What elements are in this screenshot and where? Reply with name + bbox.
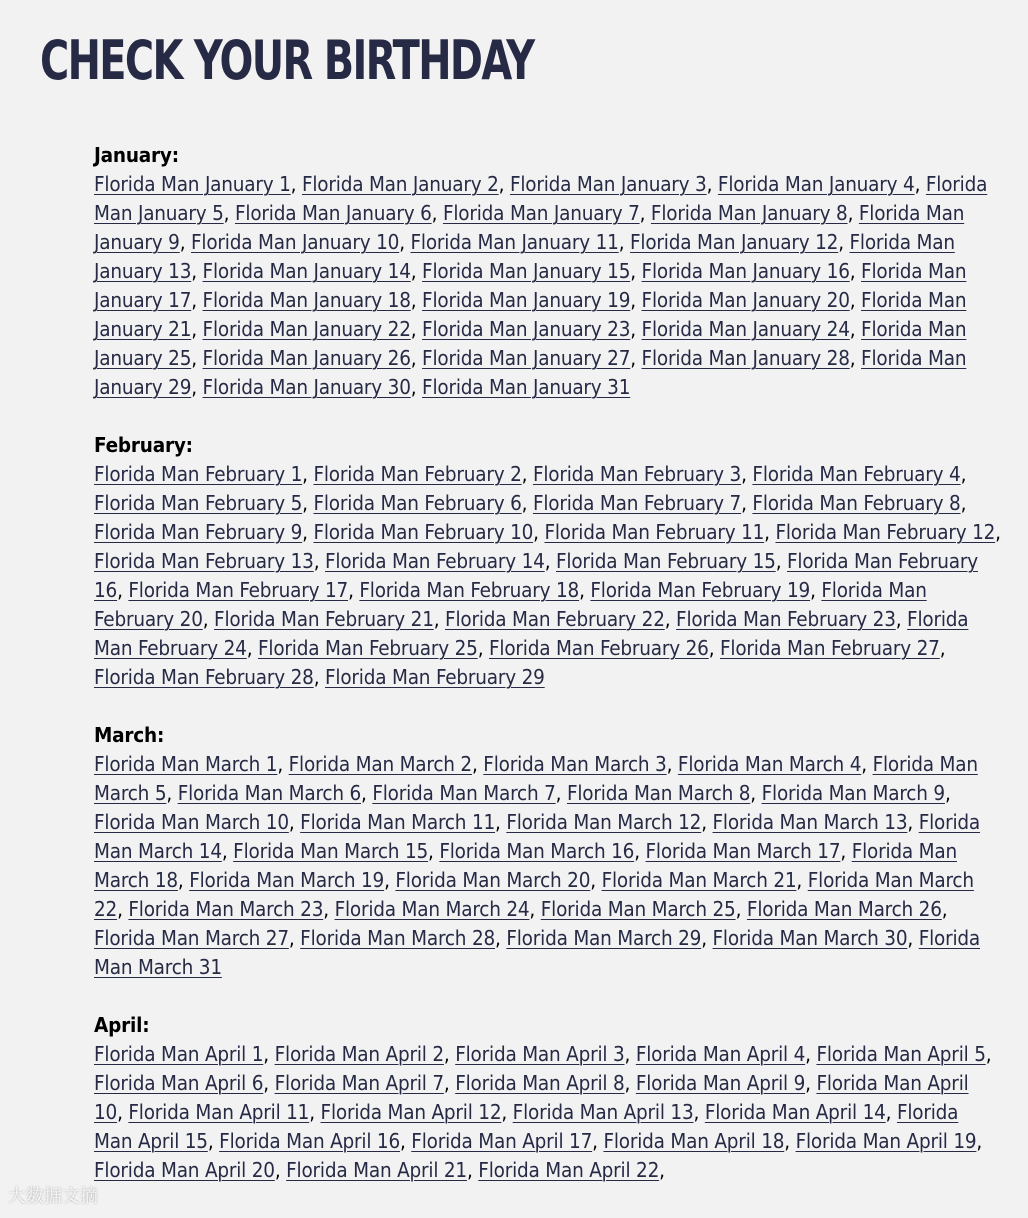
link-separator: , bbox=[750, 781, 762, 805]
birthday-link[interactable]: Florida Man March 8 bbox=[566, 781, 751, 805]
month-section bbox=[94, 431, 1002, 692]
birthday-link[interactable]: Florida Man April 2 bbox=[274, 1042, 444, 1066]
link-separator: , bbox=[706, 172, 718, 196]
birthday-link[interactable]: Florida Man February 1 bbox=[94, 462, 303, 486]
birthday-link[interactable]: Florida Man April 10 bbox=[94, 1071, 969, 1124]
birthday-link[interactable]: Florida Man January 1 bbox=[94, 172, 291, 196]
link-separator: , bbox=[288, 926, 301, 950]
month-links bbox=[94, 170, 1002, 402]
birthday-link[interactable]: Florida Man April 17 bbox=[411, 1129, 593, 1153]
link-separator: , bbox=[701, 926, 713, 950]
birthday-link[interactable]: Florida Man January 3 bbox=[509, 172, 707, 196]
birthday-link[interactable]: Florida Man January 21 bbox=[94, 288, 967, 341]
birthday-link[interactable]: Florida Man April 8 bbox=[455, 1071, 625, 1095]
link-separator: , bbox=[263, 1042, 275, 1066]
birthday-link[interactable]: Florida Man March 10 bbox=[94, 810, 289, 834]
link-separator: , bbox=[849, 259, 862, 283]
link-separator: , bbox=[764, 520, 776, 544]
birthday-link[interactable]: Florida Man February 6 bbox=[313, 491, 522, 515]
link-separator: , bbox=[701, 810, 713, 834]
link-separator: , bbox=[630, 346, 642, 370]
link-separator: , bbox=[191, 375, 203, 399]
birthday-link[interactable]: Florida Man April 6 bbox=[94, 1071, 264, 1095]
link-separator: , bbox=[810, 578, 822, 602]
birthday-link[interactable]: Florida Man January 7 bbox=[442, 201, 640, 225]
birthday-link[interactable]: Florida Man March 4 bbox=[677, 752, 862, 776]
birthday-link[interactable]: Florida Man January 28 bbox=[641, 346, 850, 370]
month-heading: April: bbox=[94, 1013, 150, 1037]
birthday-link[interactable]: Florida Man January 25 bbox=[94, 317, 967, 370]
link-separator: , bbox=[477, 636, 490, 660]
link-separator: , bbox=[399, 1129, 412, 1153]
birthday-link[interactable]: Florida Man February 21 bbox=[214, 607, 434, 631]
link-separator: , bbox=[944, 781, 951, 805]
birthday-link[interactable]: Florida Man January 27 bbox=[422, 346, 631, 370]
link-separator: , bbox=[191, 317, 203, 341]
month-links bbox=[94, 1040, 1002, 1185]
link-separator: , bbox=[348, 578, 360, 602]
link-separator: , bbox=[592, 1129, 604, 1153]
link-separator: , bbox=[775, 549, 787, 573]
birthday-link[interactable]: Florida Man April 14 bbox=[704, 1100, 886, 1124]
birthday-link[interactable]: Florida Man March 12 bbox=[506, 810, 702, 834]
link-separator: , bbox=[885, 1100, 897, 1124]
link-separator: , bbox=[579, 578, 591, 602]
link-separator: , bbox=[313, 665, 325, 689]
link-separator: , bbox=[861, 752, 873, 776]
link-separator: , bbox=[533, 520, 545, 544]
birthday-link[interactable]: Florida Man March 27 bbox=[94, 926, 289, 950]
link-separator: , bbox=[849, 317, 862, 341]
birthday-link[interactable]: Florida Man January 20 bbox=[641, 288, 850, 312]
birthday-link[interactable]: Florida Man January 17 bbox=[94, 259, 967, 312]
birthday-link[interactable]: Florida Man March 6 bbox=[177, 781, 362, 805]
link-separator: , bbox=[466, 1158, 479, 1182]
birthday-link[interactable]: Florida Man February 4 bbox=[752, 462, 961, 486]
birthday-link[interactable]: Florida Man February 29 bbox=[325, 665, 545, 689]
birthday-link[interactable]: Florida Man February 16 bbox=[94, 549, 978, 602]
month-section bbox=[94, 141, 1002, 402]
link-separator: , bbox=[410, 346, 423, 370]
link-separator: , bbox=[428, 839, 440, 863]
birthday-link[interactable]: Florida Man February 12 bbox=[775, 520, 996, 544]
birthday-link[interactable]: Florida Man March 18 bbox=[94, 839, 957, 892]
link-separator: , bbox=[907, 810, 919, 834]
link-separator: , bbox=[246, 636, 259, 660]
birthday-link[interactable]: Florida Man February 19 bbox=[590, 578, 811, 602]
link-separator: , bbox=[501, 1100, 513, 1124]
link-separator: , bbox=[960, 491, 967, 515]
birthday-link[interactable]: Florida Man February 23 bbox=[676, 607, 896, 631]
link-separator: , bbox=[941, 897, 948, 921]
link-separator: , bbox=[895, 607, 908, 631]
month-links bbox=[94, 460, 1002, 692]
month-heading: January: bbox=[94, 143, 179, 167]
link-separator: , bbox=[664, 607, 677, 631]
link-separator: , bbox=[313, 549, 325, 573]
birthday-link[interactable]: Florida Man April 5 bbox=[816, 1042, 986, 1066]
birthday-link[interactable]: Florida Man January 15 bbox=[422, 259, 631, 283]
link-separator: , bbox=[274, 1158, 287, 1182]
month-section bbox=[94, 721, 1002, 982]
link-separator: , bbox=[443, 1042, 456, 1066]
link-separator: , bbox=[847, 201, 859, 225]
birthday-link[interactable]: Florida Man February 27 bbox=[720, 636, 940, 660]
link-separator: , bbox=[288, 810, 301, 834]
link-separator: , bbox=[302, 491, 314, 515]
link-separator: , bbox=[410, 288, 423, 312]
birthday-link[interactable]: Florida Man April 15 bbox=[94, 1100, 959, 1153]
birthday-link[interactable]: Florida Man February 28 bbox=[94, 665, 314, 689]
link-separator: , bbox=[796, 868, 808, 892]
link-separator: , bbox=[976, 1129, 983, 1153]
birthday-link[interactable]: Florida Man February 11 bbox=[544, 520, 765, 544]
month-heading: February: bbox=[94, 433, 193, 457]
link-separator: , bbox=[471, 752, 484, 776]
month-section bbox=[94, 1011, 1002, 1185]
link-separator: , bbox=[495, 810, 507, 834]
birthday-link[interactable]: Florida Man January 24 bbox=[641, 317, 850, 341]
link-separator: , bbox=[939, 636, 946, 660]
birthday-link[interactable]: Florida Man March 28 bbox=[300, 926, 496, 950]
birthday-link[interactable]: Florida Man March 11 bbox=[300, 810, 496, 834]
link-separator: , bbox=[630, 259, 642, 283]
birthday-link[interactable]: Florida Man January 2 bbox=[301, 172, 499, 196]
link-separator: , bbox=[555, 781, 567, 805]
link-separator: , bbox=[741, 462, 753, 486]
link-separator: , bbox=[498, 172, 510, 196]
birthday-link[interactable]: Florida Man February 15 bbox=[556, 549, 776, 573]
link-separator: , bbox=[179, 230, 192, 254]
birthday-link[interactable]: Florida Man April 13 bbox=[512, 1100, 694, 1124]
birthday-link[interactable]: Florida Man January 30 bbox=[202, 375, 411, 399]
birthday-link[interactable]: Florida Man April 19 bbox=[795, 1129, 977, 1153]
link-separator: , bbox=[263, 1071, 275, 1095]
month-links bbox=[94, 750, 1002, 982]
birthday-link[interactable]: Florida Man January 16 bbox=[641, 259, 850, 283]
birthday-link[interactable]: Florida Man March 7 bbox=[372, 781, 556, 805]
birthday-link[interactable]: Florida Man March 19 bbox=[189, 868, 385, 892]
link-separator: , bbox=[302, 462, 314, 486]
birthday-link[interactable]: Florida Man February 20 bbox=[94, 578, 927, 631]
link-separator: , bbox=[277, 752, 289, 776]
birthday-link[interactable]: Florida Man March 3 bbox=[483, 752, 667, 776]
link-separator: , bbox=[735, 897, 747, 921]
birthday-link[interactable]: Florida Man March 31 bbox=[94, 926, 981, 979]
birthday-link[interactable]: Florida Man January 23 bbox=[422, 317, 631, 341]
link-separator: , bbox=[202, 607, 215, 631]
link-separator: , bbox=[634, 839, 646, 863]
link-separator: , bbox=[849, 346, 862, 370]
birthday-link[interactable]: Florida Man April 4 bbox=[635, 1042, 806, 1066]
birthday-link[interactable]: Florida Man March 30 bbox=[712, 926, 908, 950]
link-separator: , bbox=[529, 897, 541, 921]
birthday-link[interactable]: Florida Man March 15 bbox=[233, 839, 429, 863]
birthday-link[interactable]: Florida Man March 21 bbox=[601, 868, 797, 892]
link-separator: , bbox=[985, 1042, 992, 1066]
birthday-link[interactable]: Florida Man February 5 bbox=[94, 491, 303, 515]
birthday-link[interactable]: Florida Man January 22 bbox=[202, 317, 411, 341]
link-separator: , bbox=[191, 346, 203, 370]
birthday-link[interactable]: Florida Man February 7 bbox=[532, 491, 742, 515]
link-separator: , bbox=[309, 1100, 321, 1124]
birthday-link[interactable]: Florida Man January 5 bbox=[94, 172, 988, 225]
link-separator: , bbox=[221, 839, 234, 863]
link-separator: , bbox=[708, 636, 721, 660]
link-separator: , bbox=[290, 172, 302, 196]
birthday-link[interactable]: Florida Man March 1 bbox=[94, 752, 278, 776]
birthday-link[interactable]: Florida Man February 22 bbox=[445, 607, 665, 631]
link-separator: , bbox=[207, 1129, 220, 1153]
link-separator: , bbox=[191, 259, 203, 283]
link-separator: , bbox=[590, 868, 602, 892]
link-separator: , bbox=[666, 752, 678, 776]
birthday-link[interactable]: Florida Man February 13 bbox=[94, 549, 314, 573]
link-separator: , bbox=[117, 897, 129, 921]
birthday-link[interactable]: Florida Man February 25 bbox=[258, 636, 478, 660]
link-separator: , bbox=[618, 230, 631, 254]
birthday-link[interactable]: Florida Man February 24 bbox=[94, 607, 969, 660]
link-separator: , bbox=[495, 926, 507, 950]
birthday-link[interactable]: Florida Man January 26 bbox=[202, 346, 411, 370]
birthday-link[interactable]: Florida Man February 14 bbox=[325, 549, 545, 573]
birthday-link[interactable]: Florida Man March 5 bbox=[94, 752, 978, 805]
link-separator: , bbox=[433, 607, 446, 631]
watermark-logo: 大数据文摘 bbox=[8, 1186, 98, 1207]
link-separator: , bbox=[840, 839, 852, 863]
birthday-link[interactable]: Florida Man January 9 bbox=[94, 201, 965, 254]
link-separator: , bbox=[693, 1100, 705, 1124]
birthday-link[interactable]: Florida Man March 29 bbox=[506, 926, 702, 950]
birthday-link[interactable]: Florida Man February 3 bbox=[532, 462, 742, 486]
birthday-link[interactable]: Florida Man March 24 bbox=[334, 897, 530, 921]
birthday-link[interactable]: Florida Man April 20 bbox=[94, 1158, 275, 1182]
link-separator: , bbox=[177, 868, 190, 892]
birthday-link[interactable]: Florida Man March 17 bbox=[645, 839, 841, 863]
page-title: CHECK YOUR BIRTHDAY bbox=[40, 29, 534, 92]
link-separator: , bbox=[849, 288, 862, 312]
birthday-link[interactable]: Florida Man January 19 bbox=[422, 288, 631, 312]
link-separator: , bbox=[630, 317, 642, 341]
birthday-link[interactable]: Florida Man February 10 bbox=[313, 520, 534, 544]
link-separator: , bbox=[431, 201, 443, 225]
birthday-link[interactable]: Florida Man February 18 bbox=[359, 578, 580, 602]
birthday-link[interactable]: Florida Man April 1 bbox=[94, 1042, 264, 1066]
link-separator: , bbox=[995, 520, 1001, 544]
link-separator: , bbox=[323, 897, 335, 921]
birthday-link[interactable]: Florida Man April 11 bbox=[128, 1100, 310, 1124]
birthday-link[interactable]: Florida Man March 13 bbox=[712, 810, 908, 834]
link-separator: , bbox=[914, 172, 926, 196]
birthday-link[interactable]: Florida Man January 6 bbox=[234, 201, 432, 225]
link-separator: , bbox=[302, 520, 314, 544]
birthday-link[interactable]: Florida Man March 23 bbox=[128, 897, 324, 921]
birthday-link[interactable]: Florida Man March 16 bbox=[439, 839, 635, 863]
birthday-link[interactable]: Florida Man January 11 bbox=[410, 230, 619, 254]
birthday-link[interactable]: Florida Man April 12 bbox=[320, 1100, 502, 1124]
link-separator: , bbox=[838, 230, 850, 254]
birthday-link[interactable]: Florida Man March 2 bbox=[288, 752, 472, 776]
link-separator: , bbox=[521, 491, 533, 515]
link-separator: , bbox=[741, 491, 753, 515]
birthday-link[interactable]: Florida Man March 25 bbox=[540, 897, 736, 921]
link-separator: , bbox=[410, 375, 423, 399]
birthday-link[interactable]: Florida Man January 29 bbox=[94, 346, 967, 399]
link-separator: , bbox=[166, 781, 178, 805]
birthday-link[interactable]: Florida Man January 8 bbox=[650, 201, 848, 225]
birthday-link[interactable]: Florida Man April 22 bbox=[478, 1158, 660, 1182]
link-separator: , bbox=[384, 868, 396, 892]
birthday-link[interactable]: Florida Man February 17 bbox=[128, 578, 349, 602]
birthday-link[interactable]: Florida Man March 20 bbox=[395, 868, 591, 892]
link-separator: , bbox=[639, 201, 651, 225]
birthday-link[interactable]: Florida Man January 13 bbox=[94, 230, 955, 283]
link-separator: , bbox=[624, 1042, 636, 1066]
link-separator: , bbox=[805, 1042, 817, 1066]
link-separator: , bbox=[117, 578, 129, 602]
link-separator: , bbox=[399, 230, 411, 254]
link-separator: , bbox=[805, 1071, 817, 1095]
link-separator: , bbox=[624, 1071, 636, 1095]
link-separator: , bbox=[361, 781, 373, 805]
birthday-link[interactable]: Florida Man January 12 bbox=[630, 230, 839, 254]
birthday-link[interactable]: Florida Man April 18 bbox=[603, 1129, 785, 1153]
birthday-link[interactable]: Florida Man April 16 bbox=[219, 1129, 400, 1153]
birthday-link[interactable]: Florida Man January 31 bbox=[422, 375, 631, 399]
link-separator: , bbox=[659, 1158, 665, 1182]
link-separator: , bbox=[784, 1129, 796, 1153]
link-separator: , bbox=[907, 926, 919, 950]
birthday-link[interactable]: Florida Man April 9 bbox=[635, 1071, 806, 1095]
link-separator: , bbox=[443, 1071, 456, 1095]
month-heading: March: bbox=[94, 723, 165, 747]
link-separator: , bbox=[544, 549, 556, 573]
link-separator: , bbox=[521, 462, 533, 486]
birthday-link[interactable]: Florida Man February 9 bbox=[94, 520, 303, 544]
birthday-link[interactable]: Florida Man March 26 bbox=[746, 897, 942, 921]
birthday-link[interactable]: Florida Man January 10 bbox=[191, 230, 400, 254]
birthday-link[interactable]: Florida Man February 26 bbox=[489, 636, 709, 660]
link-separator: , bbox=[223, 201, 235, 225]
birthday-link[interactable]: Florida Man February 8 bbox=[752, 491, 961, 515]
link-separator: , bbox=[117, 1100, 129, 1124]
birthday-link[interactable]: Florida Man March 9 bbox=[761, 781, 945, 805]
birthday-link[interactable]: Florida Man January 14 bbox=[202, 259, 411, 283]
link-separator: , bbox=[191, 288, 203, 312]
birthday-link[interactable]: Florida Man April 7 bbox=[274, 1071, 444, 1095]
birthday-link-list bbox=[94, 141, 1002, 1214]
birthday-link[interactable]: Florida Man January 4 bbox=[717, 172, 915, 196]
birthday-link[interactable]: Florida Man January 18 bbox=[202, 288, 411, 312]
link-separator: , bbox=[960, 462, 967, 486]
birthday-link[interactable]: Florida Man March 14 bbox=[94, 810, 981, 863]
birthday-link[interactable]: Florida Man February 2 bbox=[313, 462, 522, 486]
link-separator: , bbox=[630, 288, 642, 312]
link-separator: , bbox=[410, 259, 423, 283]
birthday-link[interactable]: Florida Man April 3 bbox=[455, 1042, 625, 1066]
birthday-link[interactable]: Florida Man April 21 bbox=[286, 1158, 467, 1182]
birthday-link[interactable]: Florida Man March 22 bbox=[94, 868, 974, 921]
link-separator: , bbox=[410, 317, 423, 341]
